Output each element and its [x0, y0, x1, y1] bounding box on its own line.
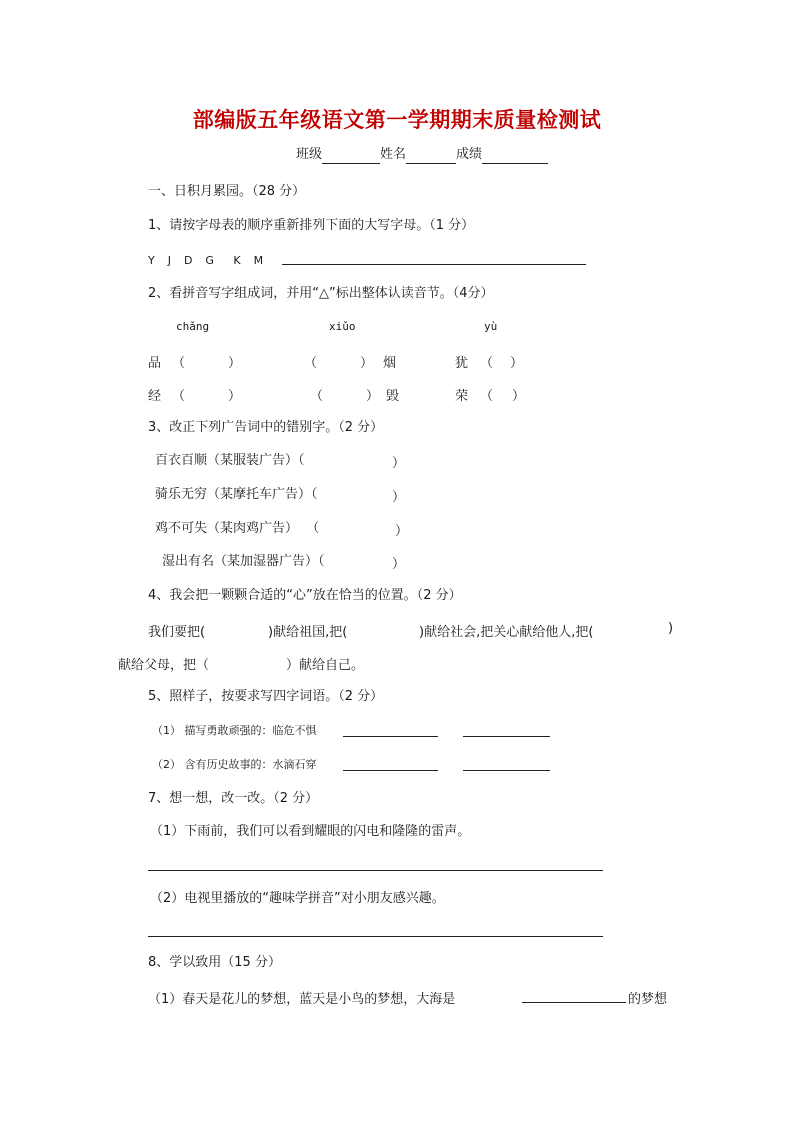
q5-item-1-blank-1[interactable]: [343, 736, 438, 737]
q4-line1-d: ): [668, 621, 674, 636]
q5-item-2-blank-2[interactable]: [463, 770, 550, 771]
q3-item-1: 百衣百顺（某服装广告）（: [155, 453, 305, 468]
score-label: 成绩: [456, 147, 483, 162]
q8-item-1-b: 的梦想: [628, 992, 668, 1007]
q3-item-3: 鸡不可失（某肉鸡广告） （: [155, 521, 320, 536]
q2-r1-paren-b-open[interactable]: （: [304, 356, 318, 371]
q5-item-1: （1） 描写勇敢顽强的：临危不惧: [152, 724, 317, 737]
q3-item-2-close[interactable]: ）: [392, 490, 406, 505]
q4-line1-b: )献给祖国,把(: [268, 625, 348, 640]
class-blank[interactable]: [322, 149, 380, 164]
q4-line1-a: 我们要把(: [148, 625, 206, 640]
q8-prompt: 8、学以致用（15 分）: [148, 955, 281, 970]
q2-r1-char-c: 犹: [455, 356, 469, 371]
q4-line1-c: )献给社会,把关心献给他人,把(: [419, 625, 594, 640]
q1-letters-text: Y J D G K M: [148, 254, 264, 267]
q2-r1-char-a: 品: [148, 356, 162, 371]
q2-r1-paren-c-open[interactable]: （: [480, 356, 494, 371]
section-1-heading: 一、日积月累园。（28 分）: [148, 184, 306, 199]
q2-pinyin-2: xiǔo: [329, 320, 356, 333]
q3-item-4-close[interactable]: ）: [392, 557, 406, 572]
q2-r2-paren-c-close: ）: [512, 389, 526, 404]
q2-pinyin-1: chǎng: [176, 320, 210, 333]
q2-r2-paren-a-close: ）: [228, 389, 242, 404]
q1-answer-line[interactable]: [282, 264, 586, 265]
q2-r1-char-b: 烟: [383, 356, 397, 371]
q5-item-2: （2） 含有历史故事的：水滴石穿: [152, 758, 317, 771]
q5-prompt: 5、照样子，按要求写四字词语。（2 分）: [148, 689, 384, 704]
q4-line2-a: 献给父母，把（: [118, 658, 210, 673]
q2-r1-paren-a-open[interactable]: （: [172, 356, 186, 371]
q8-item-1-blank[interactable]: [522, 1002, 626, 1003]
q2-r1-paren-a-close: ）: [228, 356, 242, 371]
q2-pinyin-3: yù: [484, 320, 498, 333]
q2-r1-paren-b-close: ）: [360, 356, 374, 371]
q3-item-1-close[interactable]: ）: [392, 456, 406, 471]
q7-item-2: （2）电视里播放的“趣味学拼音”对小朋友感兴趣。: [150, 891, 445, 906]
name-blank[interactable]: [406, 149, 456, 164]
q8-item-1-a: （1）春天是花儿的梦想，蓝天是小鸟的梦想，大海是: [148, 992, 456, 1007]
q3-prompt: 3、改正下列广告词中的错别字。（2 分）: [148, 420, 384, 435]
q2-r2-paren-b-close: ）: [366, 389, 380, 404]
class-label: 班级: [296, 147, 323, 162]
q7-item-1-answer-line[interactable]: [148, 870, 603, 871]
name-label: 姓名: [380, 147, 407, 162]
page-title: 部编版五年级语文第一学期期末质量检测试: [192, 107, 602, 132]
q7-item-2-answer-line[interactable]: [148, 936, 603, 937]
q5-item-2-blank-1[interactable]: [343, 770, 438, 771]
q7-prompt: 7、想一想，改一改。（2 分）: [148, 791, 319, 806]
q3-item-4: 湿出有名（某加湿器广告）（: [162, 554, 325, 569]
score-blank[interactable]: [482, 149, 548, 164]
q2-r2-paren-b-open[interactable]: （: [310, 389, 324, 404]
q3-item-3-close[interactable]: ）: [395, 524, 409, 539]
q1-letters: [148, 252, 263, 270]
q3-item-2: 骑乐无穷（某摩托车广告）（: [155, 487, 318, 502]
q5-item-1-blank-2[interactable]: [463, 736, 550, 737]
q2-r2-paren-c-open[interactable]: （: [480, 389, 494, 404]
q2-r2-char-a: 经: [148, 389, 162, 404]
q4-line2-b: ）献给自己。: [286, 658, 365, 673]
q2-prompt: 2、看拼音写字组成词，并用“△”标出整体认读音节。（4分）: [148, 286, 494, 301]
q7-item-1: （1）下雨前，我们可以看到耀眼的闪电和隆隆的雷声。: [150, 824, 471, 839]
q2-r2-paren-a-open[interactable]: （: [172, 389, 186, 404]
q2-r2-char-c: 荣: [455, 389, 469, 404]
q2-r1-paren-c-close: ）: [510, 356, 524, 371]
q4-prompt: 4、我会把一颗颗合适的“心”放在恰当的位置。（2 分）: [148, 588, 462, 603]
q2-r2-char-b: 毁: [386, 389, 400, 404]
q1-prompt: 1、请按字母表的顺序重新排列下面的大写字母。（1 分）: [148, 218, 475, 233]
student-info-line: [296, 146, 548, 164]
